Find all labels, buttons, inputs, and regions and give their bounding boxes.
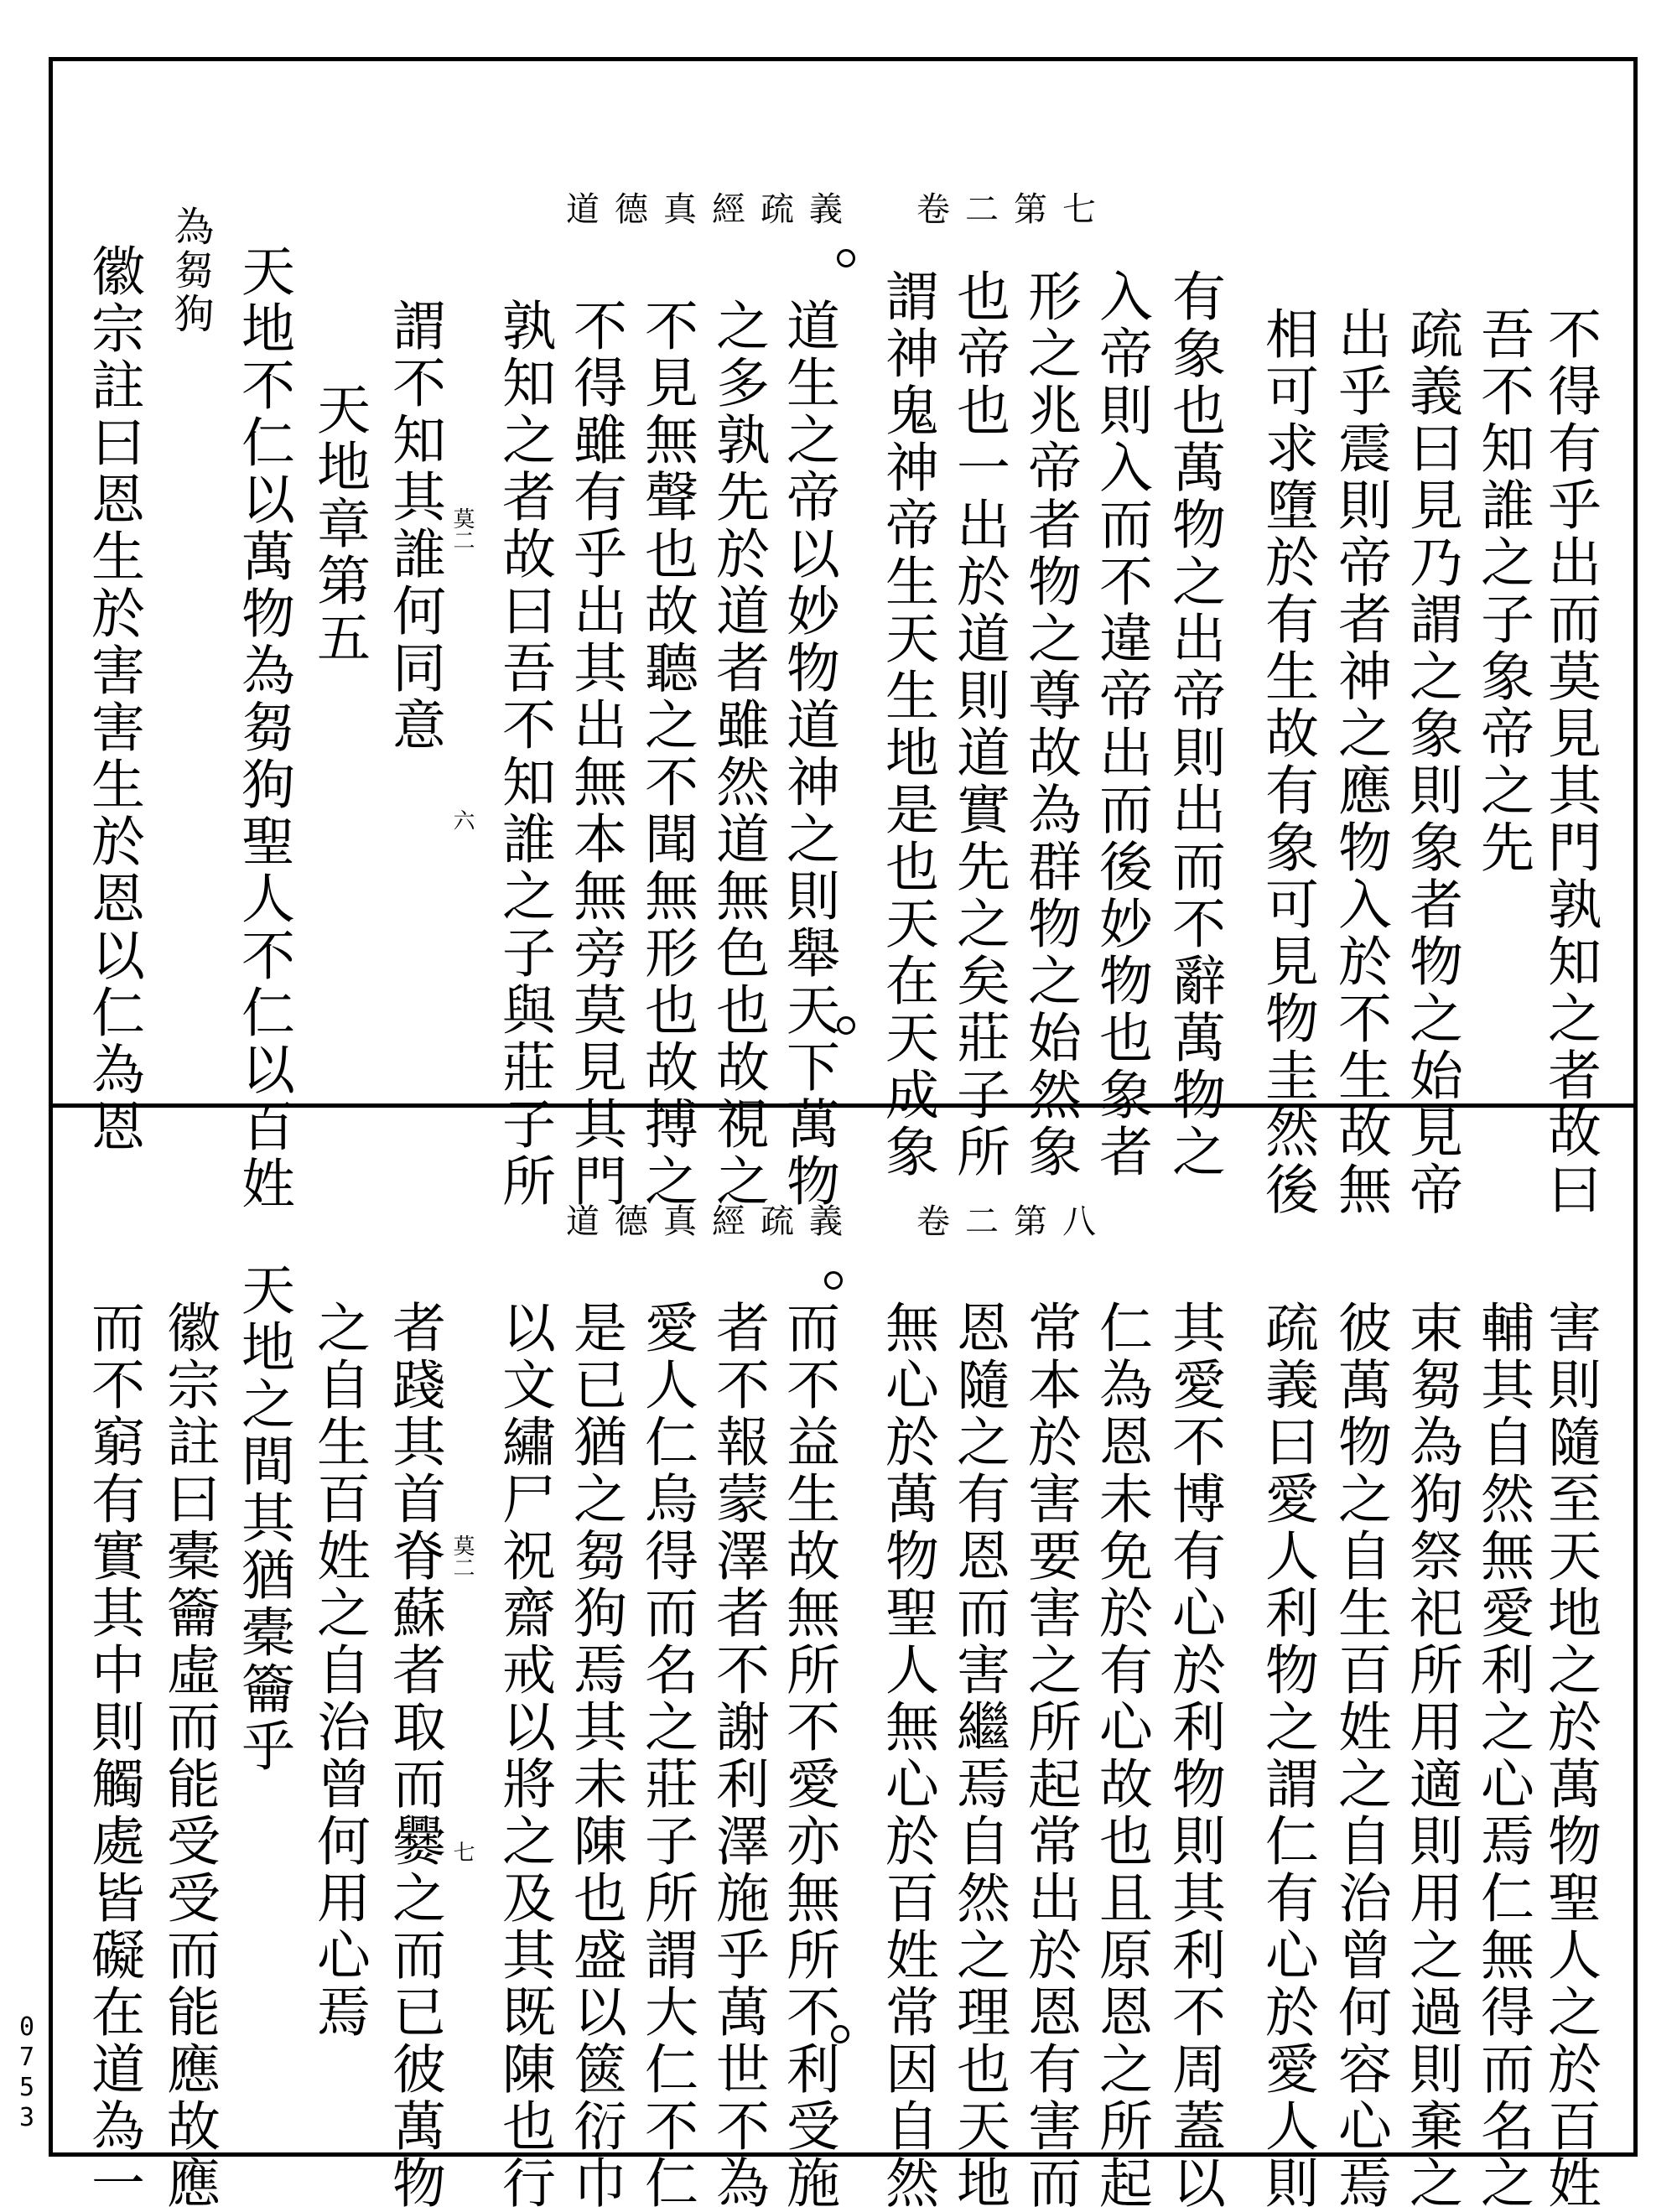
upper-column-12: 之多孰先於道者雖然道無色也故視之 <box>707 298 769 1210</box>
lower-column-3: 束芻為狗祭祀所用適則用之過則棄之 <box>1400 1300 1462 2212</box>
lower-column-6: 其愛不博有心於利物則其利不周蓋以 <box>1163 1300 1225 2212</box>
lower-column-4: 彼萬物之自生百姓之自治曾何容心焉 <box>1329 1300 1391 2212</box>
upper-column-11: 道生之帝以妙物道神之則舉天下萬物 <box>777 298 839 1210</box>
upper-margin-note-2: 六 <box>449 809 475 831</box>
upper-column-5: 相可求墮於有生故有象可見物圭然後 <box>1256 306 1318 1218</box>
lower-margin-note-2: 七 <box>449 1841 475 1862</box>
lower-page-header <box>461 1195 1216 1243</box>
upper-column-9: 也帝也一出於道則道實先之矣莊子所 <box>948 268 1010 1181</box>
upper-column-16: 謂不知其誰何同意 <box>383 298 445 754</box>
lower-column-1: 害則隨至天地之於萬物聖人之於百姓 <box>1539 1300 1601 2212</box>
lower-column-17: 之自生百姓之自治曾何用心焉 <box>308 1300 370 2041</box>
upper-column-7: 入帝則入而不違帝出而後妙物也象者 <box>1090 268 1152 1181</box>
lower-column-19: 徽宗註曰橐籥虛而能受受而能應故應 <box>158 1300 220 2212</box>
lower-column-2: 輔其自然無愛利之心焉仁無得而名之 <box>1472 1300 1534 2212</box>
upper-column-19: 為芻狗 <box>167 205 214 336</box>
lower-column-11: 而不益生故無所不愛亦無所不利受施 <box>777 1300 839 2212</box>
lower-column-10: 無心於萬物聖人無心於百姓常因自然 <box>876 1300 938 2212</box>
upper-column-14: 不得雖有乎出其出無本無旁莫見其門 <box>564 298 626 1210</box>
lower-column-5: 疏義曰愛人利物之謂仁有心於愛人則 <box>1256 1300 1318 2212</box>
lower-header-chapter: 卷二第八 <box>916 1202 1111 1241</box>
lower-column-13: 愛人仁烏得而名之莊子所謂大仁不仁 <box>636 1300 698 2212</box>
lower-column-7: 仁為恩未免於有心故也且原恩之所起 <box>1090 1300 1152 2212</box>
upper-column-13: 不見無聲也故聽之不聞無形也故搏之 <box>636 298 698 1210</box>
lower-circle-mark-2 <box>831 2025 849 2043</box>
lower-column-16: 者踐其首脊蘇者取而爨之而已彼萬物 <box>383 1300 445 2212</box>
upper-header-title: 道德真經疏義 <box>566 190 858 229</box>
lower-margin-note-1: 莫二 <box>449 1534 475 1578</box>
page-number: 0753 <box>18 2012 35 2132</box>
upper-column-18: 天地不仁以萬物為芻狗聖人不仁以百姓 <box>232 243 294 1212</box>
upper-chapter-heading: 天地章第五 <box>308 382 370 667</box>
lower-column-15: 以文繡尸祝齋戒以將之及其既陳也行 <box>493 1300 555 2212</box>
upper-column-1: 不得有乎出而莫見其門孰知之者故曰 <box>1539 306 1601 1218</box>
lower-column-18: 天地之間其猶橐籥乎 <box>232 1262 294 1775</box>
lower-circle-mark-1 <box>824 1271 843 1290</box>
lower-column-12: 者不報蒙澤者不謝利澤施乎萬世不為 <box>707 1300 769 2212</box>
upper-page-header <box>461 183 1216 231</box>
upper-header-chapter: 卷二第七 <box>916 190 1111 229</box>
upper-circle-mark-2 <box>837 1016 855 1035</box>
upper-column-8: 形之兆帝者物之尊故為群物之始然象 <box>1019 268 1081 1181</box>
upper-column-20: 徽宗註曰恩生於害害生於恩以仁為恩 <box>82 243 144 1155</box>
lower-column-20: 而不窮有實其中則觸處皆礙在道為一 <box>82 1300 144 2212</box>
upper-column-2: 吾不知誰之子象帝之先 <box>1472 306 1534 876</box>
upper-column-10: 謂神鬼神帝生天生地是也天在天成象 <box>876 268 938 1181</box>
upper-margin-note-1: 莫二 <box>449 507 475 551</box>
upper-column-4: 出乎震則帝者神之應物入於不生故無 <box>1329 306 1391 1218</box>
lower-column-9: 恩隨之有恩而害繼焉自然之理也天地 <box>948 1300 1010 2212</box>
upper-circle-mark-1 <box>837 249 855 267</box>
upper-column-3: 疏義曰見乃謂之象則象者物之始見帝 <box>1400 306 1462 1218</box>
lower-header-title: 道德真經疏義 <box>566 1202 858 1241</box>
lower-column-8: 常本於害要害之所起常出於恩有害而 <box>1019 1300 1081 2212</box>
lower-column-14: 是已猶之芻狗焉其未陳也盛以篋衍巾 <box>564 1300 626 2212</box>
upper-column-15: 孰知之者故曰吾不知誰之子與莊子所 <box>493 298 555 1210</box>
upper-column-6: 有象也萬物之出帝則出而不辭萬物之 <box>1163 268 1225 1181</box>
